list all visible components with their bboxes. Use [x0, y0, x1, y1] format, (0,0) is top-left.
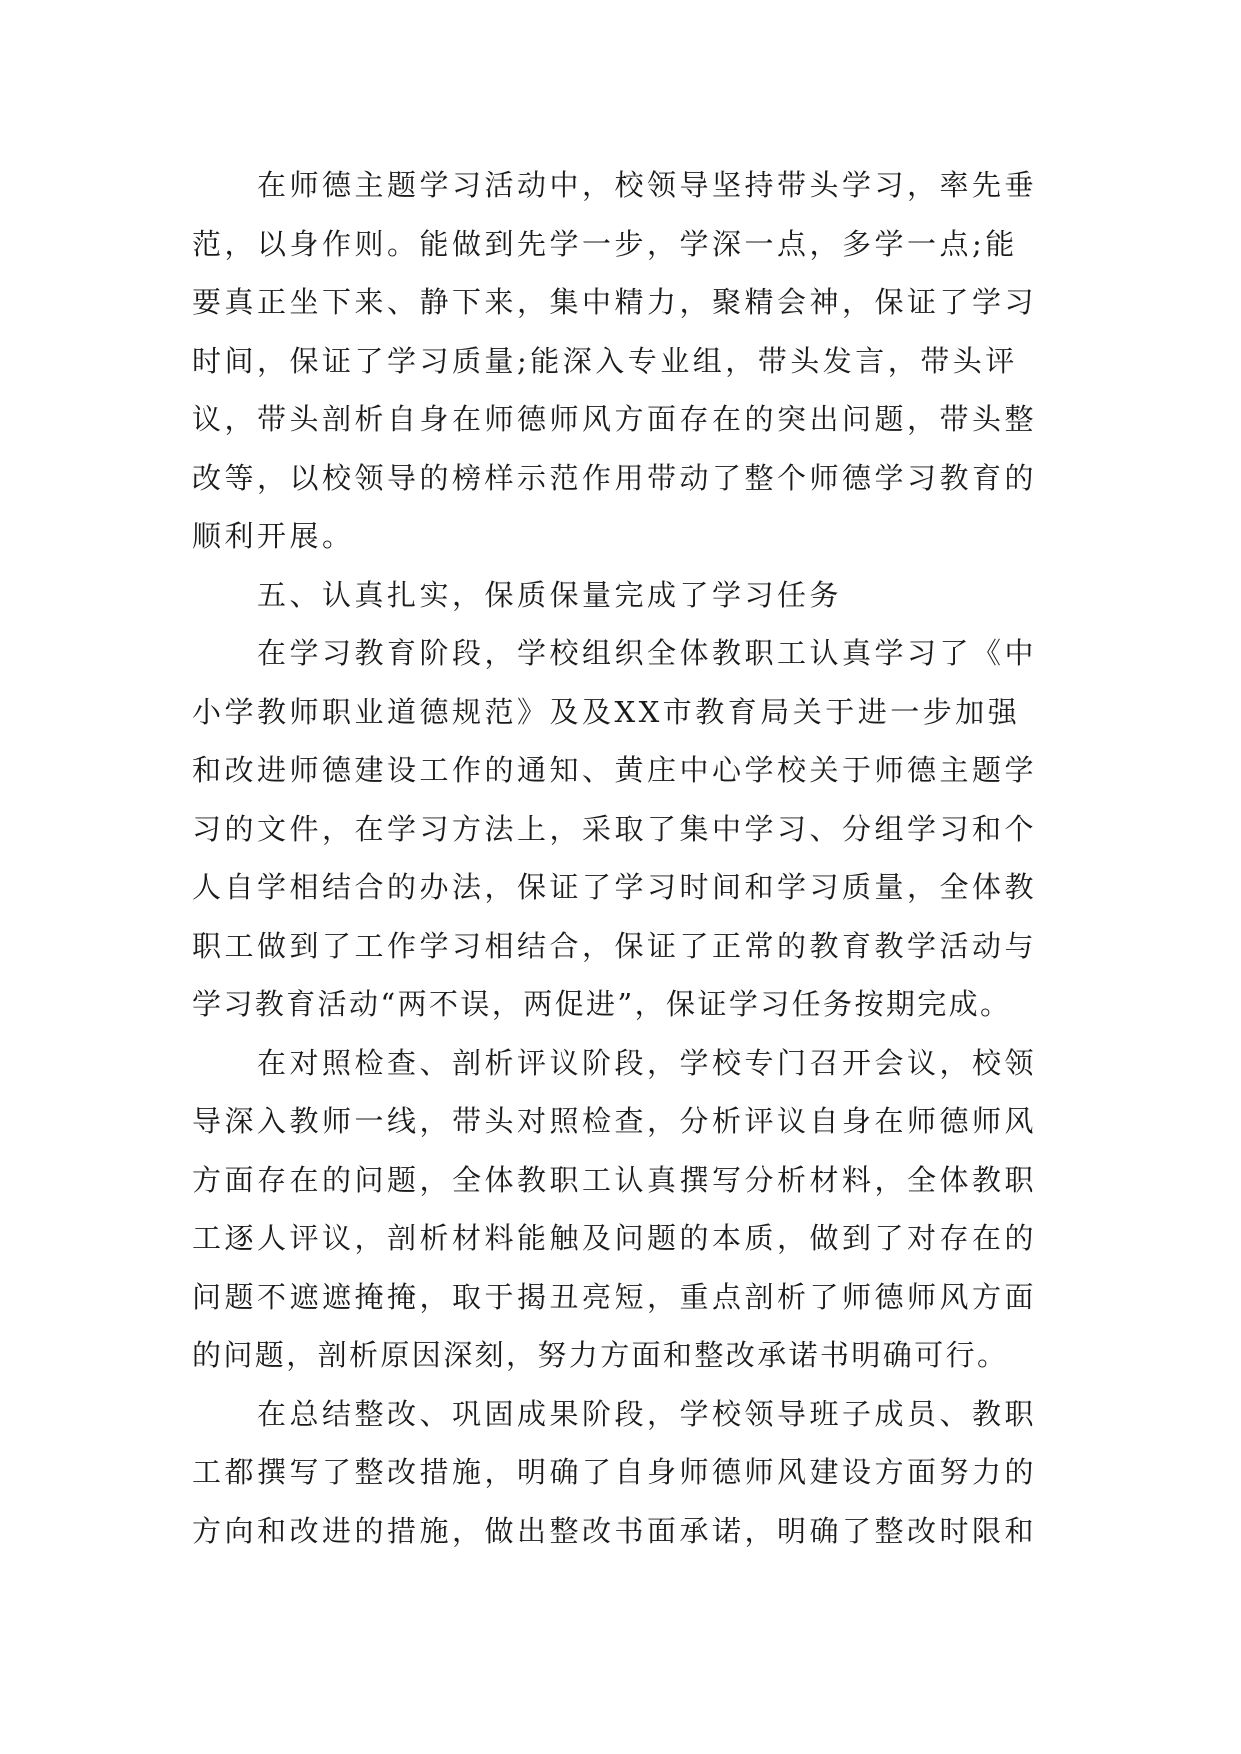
text-line: 职工做到了工作学习相结合，保证了正常的教育教学活动与 [192, 928, 1038, 963]
text-line: 工逐人评议，剖析材料能触及问题的本质，做到了对存在的 [192, 1221, 1038, 1255]
document-body [192, 156, 1072, 1560]
text-line: 五、认真扎实，保质保量完成了学习任务 [257, 577, 843, 612]
section-heading [192, 566, 1072, 625]
text-line: 方向和改进的措施，做出整改书面承诺，明确了整改时限和 [192, 1513, 1038, 1548]
text-line: 顺利开展。 [192, 519, 355, 553]
text-line: 工都撰写了整改措施，明确了自身师德师风建设方面努力的 [192, 1455, 1038, 1489]
paragraph-rectification-stage [192, 1385, 1072, 1561]
text-line: 方面存在的问题，全体教职工认真撰写分析材料，全体教职 [192, 1162, 1038, 1197]
text-line: 学习教育活动“两不误，两促进”，保证学习任务按期完成。 [192, 987, 1012, 1021]
text-line: 改等，以校领导的榜样示范作用带动了整个师德学习教育的 [192, 460, 1038, 495]
text-line: 导深入教师一线，带头对照检查，分析评议自身在师德师风 [192, 1104, 1038, 1138]
text-line: 的问题，剖析原因深刻，努力方面和整改承诺书明确可行。 [192, 1338, 1009, 1372]
text-line: 问题不遮遮掩掩，取于揭丑亮短，重点剖析了师德师风方面 [192, 1279, 1038, 1314]
text-line: 在师德主题学习活动中，校领导坚持带头学习，率先垂 [257, 168, 1038, 202]
text-line: 在总结整改、巩固成果阶段，学校领导班子成员、教职 [257, 1396, 1038, 1431]
text-line: 小学教师职业道德规范》及及XX市教育局关于进一步加强 [192, 694, 1021, 729]
text-line: 人自学相结合的办法，保证了学习时间和学习质量，全体教 [192, 870, 1038, 904]
paragraph-leaders-lead-study [192, 156, 1072, 566]
paragraph-inspection-analysis-stage [192, 1034, 1072, 1385]
text-line: 要真正坐下来、静下来，集中精力，聚精会神，保证了学习 [192, 285, 1038, 319]
text-line: 习的文件，在学习方法上，采取了集中学习、分组学习和个 [192, 811, 1038, 846]
text-line: 时间，保证了学习质量;能深入专业组，带头发言，带头评 [192, 343, 1018, 378]
text-line: 在对照检查、剖析评议阶段，学校专门召开会议，校领 [257, 1045, 1038, 1080]
text-line: 在学习教育阶段，学校组织全体教职工认真学习了《中 [257, 636, 1038, 670]
text-line: 和改进师德建设工作的通知、黄庄中心学校关于师德主题学 [192, 753, 1038, 787]
text-line: 范，以身作则。能做到先学一步，学深一点，多学一点;能 [192, 226, 1018, 261]
paragraph-study-education-stage [192, 624, 1072, 1034]
text-line: 议，带头剖析自身在师德师风方面存在的突出问题，带头整 [192, 402, 1038, 436]
